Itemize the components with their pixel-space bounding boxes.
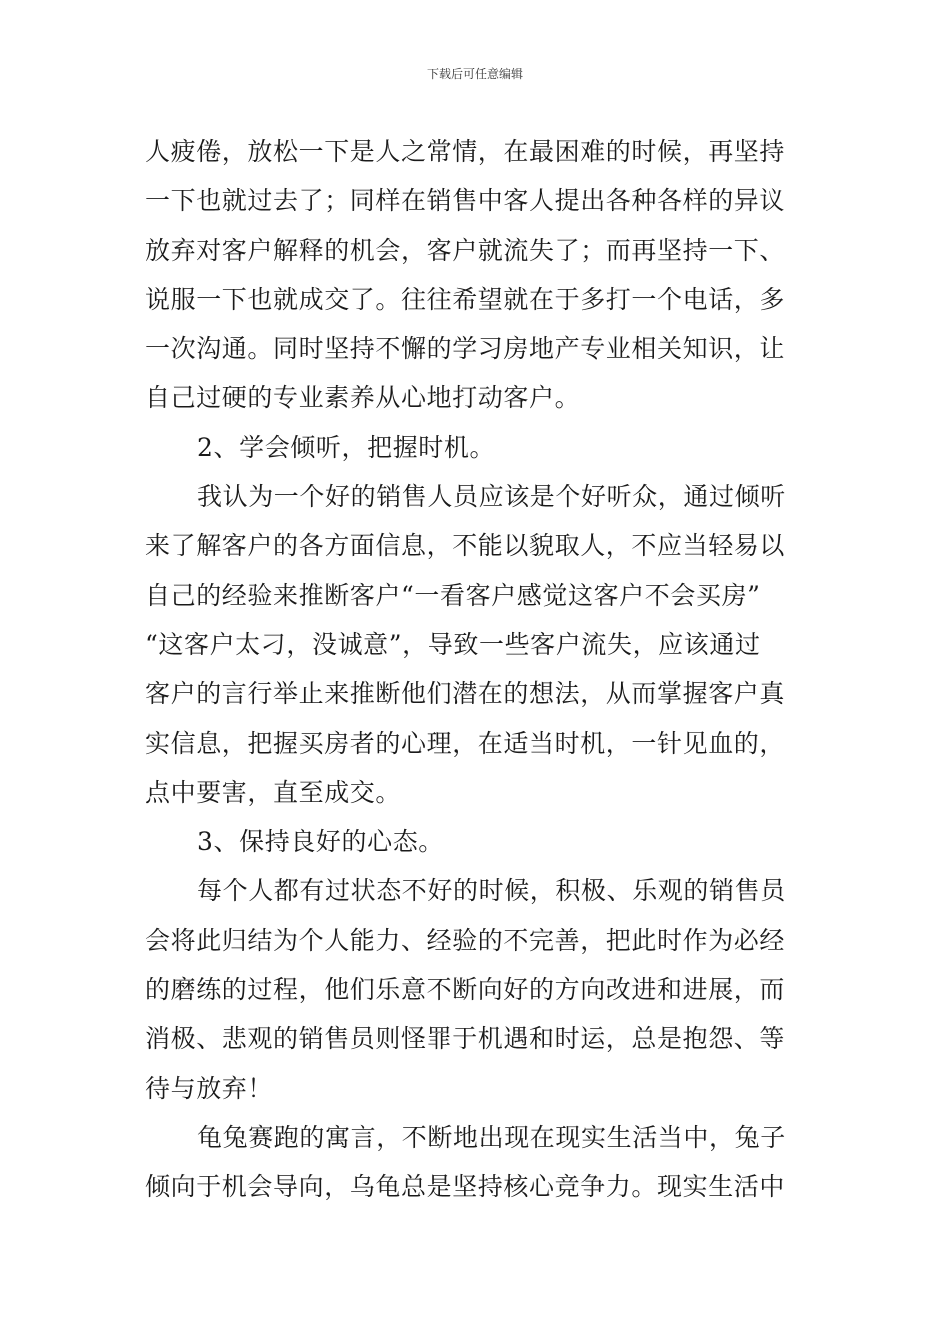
text-line: 实信息，把握买房者的心理，在适当时机，一针见血的， bbox=[145, 728, 786, 758]
text-line: 客户的言行举止来推断他们潜在的想法，从而掌握客户真 bbox=[145, 679, 786, 709]
text-line: 一次沟通。同时坚持不懈的学习房地产专业相关知识，让 bbox=[145, 334, 786, 364]
section-heading: 2、学会倾听，把握时机。 bbox=[197, 432, 496, 462]
page-header: 下载后可任意编辑 bbox=[426, 67, 523, 81]
section-heading: 3、保持良好的心态。 bbox=[197, 827, 444, 857]
text-line: 的磨练的过程，他们乐意不断向好的方向改进和进展，而 bbox=[145, 975, 786, 1005]
text-line: 倾向于机会导向，乌龟总是坚持核心竞争力。现实生活中 bbox=[145, 1172, 786, 1202]
text-line: “这客户太刁，没诚意”，导致一些客户流失，应该通过 bbox=[145, 629, 761, 659]
paragraph-first-line: 我认为一个好的销售人员应该是个好听众，通过倾听 bbox=[197, 482, 786, 512]
text-line: 待与放弃！ bbox=[145, 1073, 274, 1103]
text-line: 自己过硬的专业素养从心地打动客户。 bbox=[145, 383, 581, 413]
text-line: 来了解客户的各方面信息，不能以貌取人，不应当轻易以 bbox=[145, 531, 786, 561]
text-line: 消极、悲观的销售员则怪罪于机遇和时运，总是抱怨、等 bbox=[145, 1024, 786, 1054]
text-line: 会将此归结为个人能力、经验的不完善，把此时作为必经 bbox=[145, 925, 786, 955]
text-line: 人疲倦，放松一下是人之常情，在最困难的时候，再坚持 bbox=[145, 137, 786, 166]
text-line: 说服一下也就成交了。往往希望就在于多打一个电话，多 bbox=[145, 284, 786, 314]
text-line: 自己的经验来推断客户“一看客户感觉这客户不会买房” bbox=[145, 580, 761, 610]
text-line: 一下也就过去了；同样在销售中客人提出各种各样的异议 bbox=[145, 186, 786, 216]
paragraph-first-line: 每个人都有过状态不好的时候，积极、乐观的销售员 bbox=[197, 876, 786, 906]
paragraph-first-line: 龟兔赛跑的寓言，不断地出现在现实生活当中，兔子 bbox=[197, 1122, 786, 1152]
text-line: 点中要害，直至成交。 bbox=[145, 777, 402, 807]
document-body bbox=[145, 127, 815, 1212]
text-line: 放弃对客户解释的机会，客户就流失了；而再坚持一下、 bbox=[145, 235, 786, 265]
